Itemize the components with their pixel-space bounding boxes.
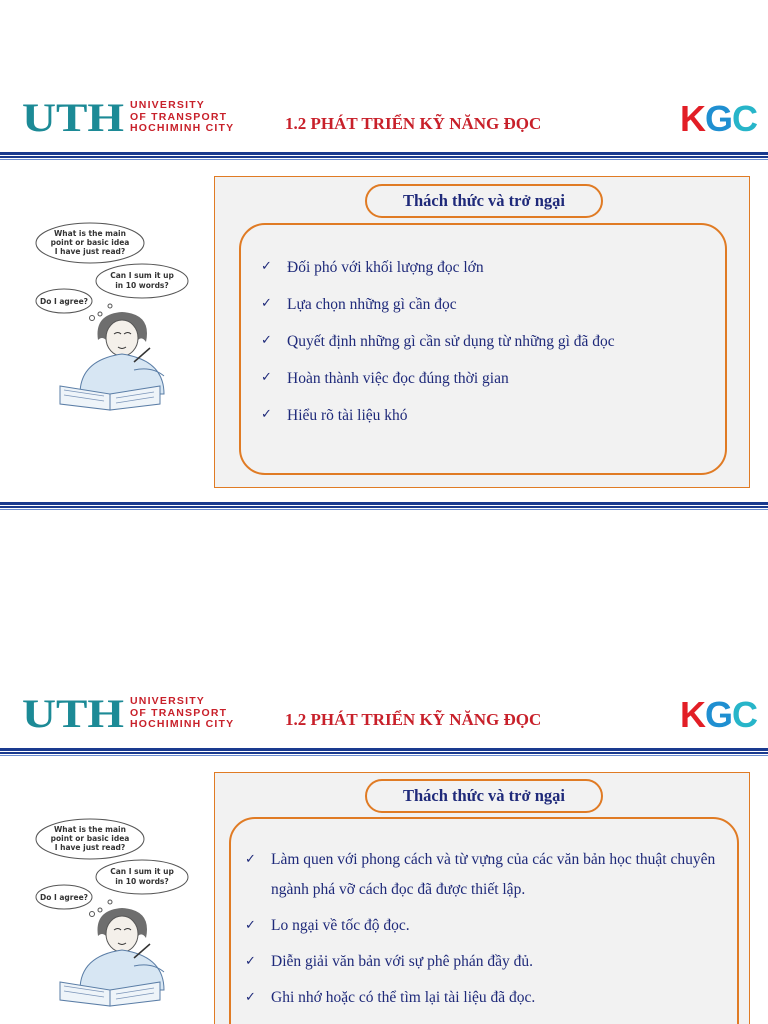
checkmark-icon: ✓ xyxy=(261,333,272,348)
svg-text:I have just read?: I have just read? xyxy=(54,843,126,852)
checkmark-icon: ✓ xyxy=(245,918,256,933)
svg-text:Do I agree?: Do I agree? xyxy=(39,297,89,306)
list-item: ✓ Lo ngại về tốc độ đọc. xyxy=(231,911,717,941)
student-reading-illustration xyxy=(34,222,202,412)
kgc-logo: KGC xyxy=(680,98,758,139)
student-reading-illustration xyxy=(34,818,202,1008)
header-rule xyxy=(0,152,768,161)
header-rule xyxy=(0,748,768,757)
svg-text:point or basic idea: point or basic idea xyxy=(50,238,130,247)
list-item: ✓ Ghi nhớ hoặc có thể tìm lại tài liệu đã đọc. xyxy=(231,983,717,1013)
checkmark-icon: ✓ xyxy=(261,407,272,422)
svg-text:in 10 words?: in 10 words? xyxy=(115,877,169,886)
list-item: ✓ Diễn giải văn bản với sự phê phán đầy đủ. xyxy=(231,947,717,977)
panel-heading: Thách thức và trở ngại xyxy=(365,779,603,813)
list-item: ✓ Đối phó với khối lượng đọc lớn xyxy=(261,259,484,276)
uth-logo xyxy=(22,100,126,136)
svg-text:What is the main: What is the main xyxy=(54,229,126,238)
checkmark-icon: ✓ xyxy=(261,259,272,274)
svg-text:point or basic idea: point or basic idea xyxy=(50,834,130,843)
list-item: ✓ Hiểu rõ tài liệu khó xyxy=(261,407,408,424)
list-item: ✓ Quyết định những gì cần sử dụng từ những gì đã đọc xyxy=(261,333,615,350)
checkmark-icon: ✓ xyxy=(261,370,272,385)
slide-2 xyxy=(0,596,768,1024)
checkmark-icon: ✓ xyxy=(261,296,272,311)
panel-heading: Thách thức và trở ngại xyxy=(365,184,603,218)
slide-title: 1.2 PHÁT TRIỂN KỸ NĂNG ĐỌC xyxy=(285,114,542,133)
uth-logo xyxy=(22,696,126,732)
svg-text:UTH: UTH xyxy=(22,100,124,136)
svg-text:What is the main: What is the main xyxy=(54,825,126,834)
content-panel xyxy=(214,176,750,488)
list-item: ✓ Làm quen với phong cách và từ vựng của các văn bản học thuật chuyên ngành phá vỡ cách đọc đã được thiết lập. xyxy=(231,845,717,905)
university-name: UNIVERSITY OF TRANSPORT HOCHIMINH CITY xyxy=(130,99,235,134)
svg-text:in 10 words?: in 10 words? xyxy=(115,281,169,290)
university-name: UNIVERSITY OF TRANSPORT HOCHIMINH CITY xyxy=(130,695,235,730)
svg-text:Do I agree?: Do I agree? xyxy=(39,893,89,902)
kgc-logo: KGC xyxy=(680,694,758,735)
checkmark-icon: ✓ xyxy=(245,954,256,969)
checkmark-icon: ✓ xyxy=(245,852,256,867)
svg-text:Can I sum it up: Can I sum it up xyxy=(110,271,174,280)
slide-title: 1.2 PHÁT TRIỂN KỸ NĂNG ĐỌC xyxy=(285,710,542,729)
content-panel xyxy=(214,772,750,1024)
svg-text:Can I sum it up: Can I sum it up xyxy=(110,867,174,876)
svg-text:I have just read?: I have just read? xyxy=(54,247,126,256)
footer-rule xyxy=(0,502,768,511)
checkmark-icon: ✓ xyxy=(245,990,256,1005)
list-box xyxy=(239,223,727,475)
svg-text:UTH: UTH xyxy=(22,696,124,732)
list-box xyxy=(229,817,739,1024)
list-item: ✓ Hoàn thành việc đọc đúng thời gian xyxy=(261,370,509,387)
list-item: ✓ Lựa chọn những gì cần đọc xyxy=(261,296,457,313)
